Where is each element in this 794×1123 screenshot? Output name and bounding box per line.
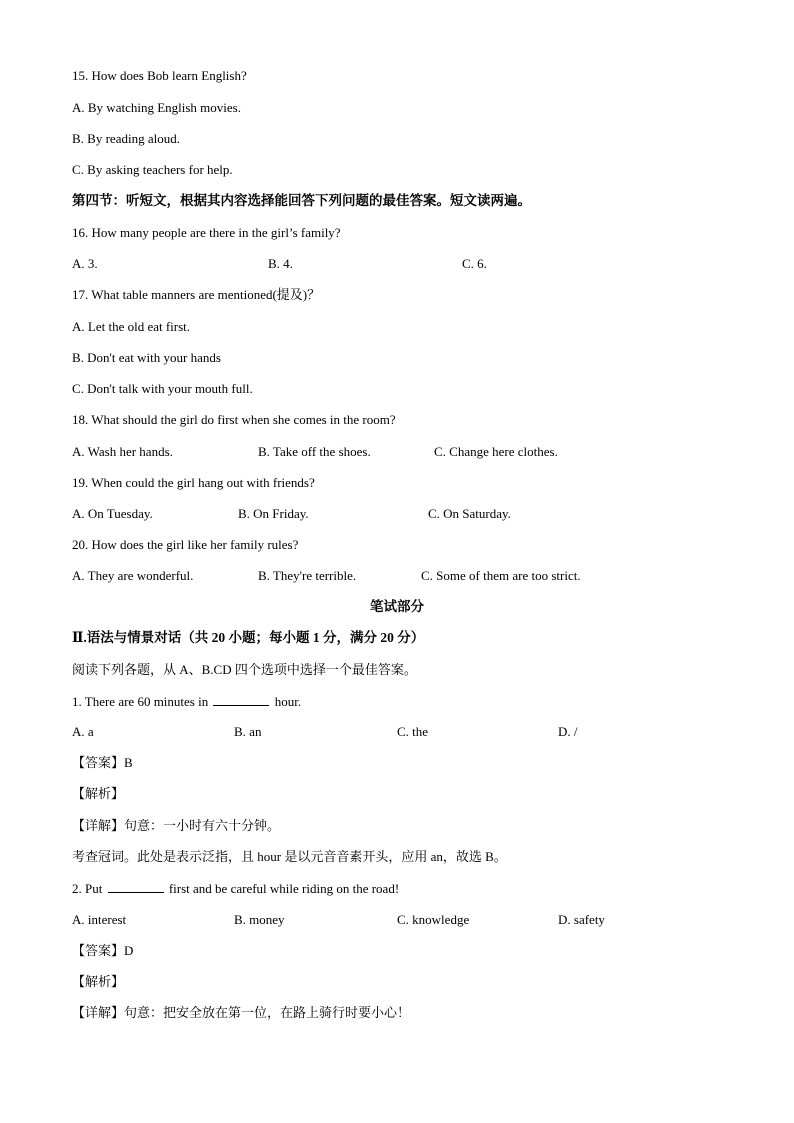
q18-option-b: B. Take off the shoes. bbox=[258, 444, 371, 459]
q15-option-c: C. By asking teachers for help. bbox=[72, 162, 233, 177]
g2-answer: 【答案】D bbox=[72, 943, 134, 958]
g1-question bbox=[72, 693, 301, 710]
written-section-title: 笔试部分 bbox=[370, 599, 424, 614]
g2-option-b: B. money bbox=[234, 912, 285, 927]
g1-option-b: B. an bbox=[234, 724, 262, 739]
q16-option-c: C. 6. bbox=[462, 256, 487, 271]
g2-analysis: 【解析】 bbox=[72, 974, 125, 989]
q20-option-a: A. They are wonderful. bbox=[72, 568, 194, 583]
g1-answer: 【答案】B bbox=[72, 755, 133, 770]
q17-question: 17. What table manners are mentioned(提及)？ bbox=[72, 287, 321, 302]
q15-question: 15. How does Bob learn English? bbox=[72, 68, 247, 83]
q20-option-b: B. They're terrible. bbox=[258, 568, 357, 583]
q19-question: 19. When could the girl hang out with friends? bbox=[72, 475, 315, 490]
q17-option-b: B. Don't eat with your hands bbox=[72, 350, 221, 365]
q19-option-b: B. On Friday. bbox=[238, 506, 309, 521]
g1-explanation: 考查冠词。此处是表示泛指，且 hour 是以元音音素开头，应用 an，故选 B。 bbox=[72, 849, 507, 864]
q19-option-a: A. On Tuesday. bbox=[72, 506, 153, 521]
q20-option-c: C. Some of them are too strict. bbox=[421, 568, 581, 583]
q18-question: 18. What should the girl do first when she comes in the room? bbox=[72, 412, 396, 427]
q18-option-a: A. Wash her hands. bbox=[72, 444, 173, 459]
section4-heading: 第四节：听短文，根据其内容选择能回答下列问题的最佳答案。短文读两遍。 bbox=[72, 193, 531, 208]
g2-option-c: C. knowledge bbox=[397, 912, 470, 927]
g1-analysis: 【解析】 bbox=[72, 786, 125, 801]
q15-option-a: A. By watching English movies. bbox=[72, 100, 241, 115]
g2-option-d: D. safety bbox=[558, 912, 605, 927]
q19-option-c: C. On Saturday. bbox=[428, 506, 511, 521]
q16-option-b: B. 4. bbox=[268, 256, 293, 271]
g2-detail: 【详解】句意：把安全放在第一位，在路上骑行时要小心！ bbox=[72, 1005, 411, 1020]
g2-question-end: first and be careful while riding on the road! bbox=[168, 881, 400, 896]
section2-heading: Ⅱ.语法与情景对话（共 20 小题；每小题 1 分，满分 20 分） bbox=[72, 630, 425, 645]
q17-option-a: A. Let the old eat first. bbox=[72, 319, 191, 334]
g1-option-d: D. / bbox=[558, 724, 578, 739]
q16-option-a: A. 3. bbox=[72, 256, 98, 271]
g2-question bbox=[72, 880, 399, 897]
q16-question: 16. How many people are there in the girl’s family? bbox=[72, 225, 341, 240]
g2-question-start: 2. Put bbox=[72, 881, 103, 896]
g1-question-start: 1. There are 60 minutes in bbox=[72, 694, 209, 709]
q15-option-b: B. By reading aloud. bbox=[72, 131, 180, 146]
g1-option-a: A. a bbox=[72, 724, 94, 739]
g1-question-end: hour. bbox=[274, 694, 302, 709]
q18-option-c: C. Change here clothes. bbox=[434, 444, 558, 459]
g2-option-a: A. interest bbox=[72, 912, 127, 927]
q20-question: 20. How does the girl like her family rules? bbox=[72, 537, 299, 552]
g2-blank bbox=[108, 880, 164, 893]
g1-option-c: C. the bbox=[397, 724, 429, 739]
g1-detail: 【详解】句意：一小时有六十分钟。 bbox=[72, 818, 281, 833]
g1-blank bbox=[213, 693, 269, 706]
q17-option-c: C. Don't talk with your mouth full. bbox=[72, 381, 253, 396]
section2-instruction: 阅读下列各题，从 A、B.CD 四个选项中选择一个最佳答案。 bbox=[72, 662, 417, 677]
